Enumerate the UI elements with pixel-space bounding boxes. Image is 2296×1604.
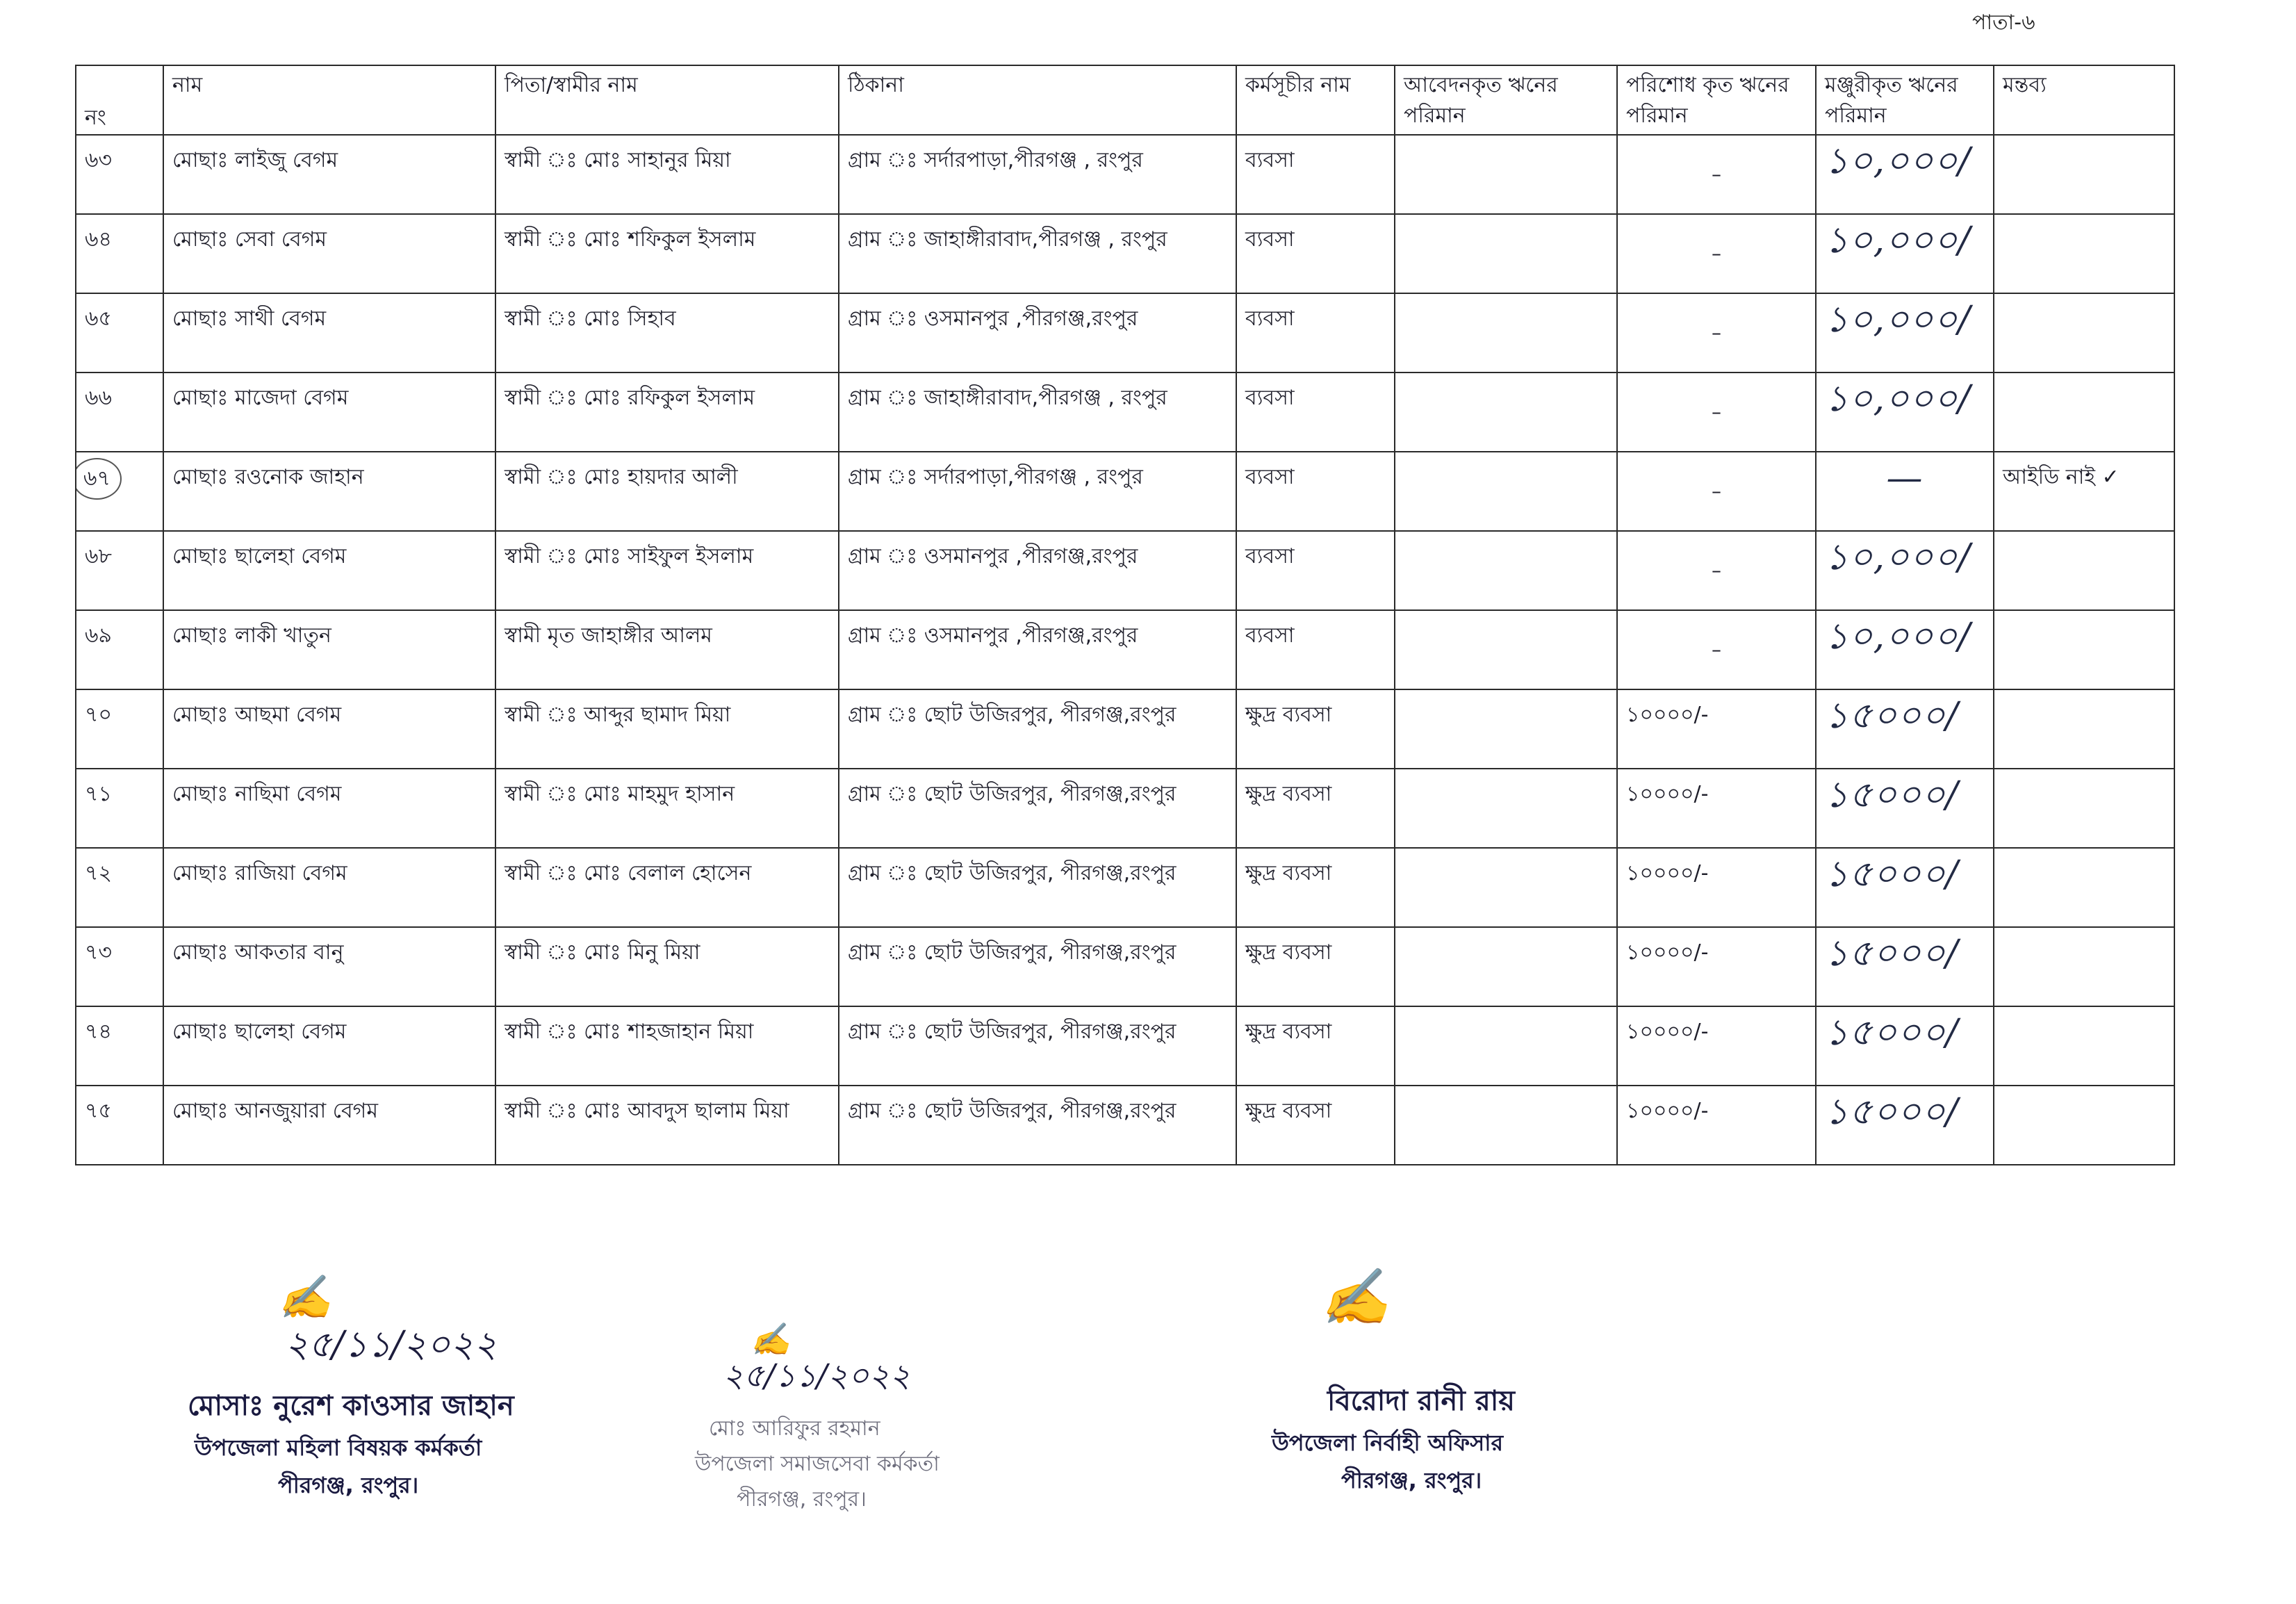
- program-cell: ব্যবসা: [1236, 214, 1395, 293]
- address-cell: গ্রাম ঃ ওসমানপুর ,পীরগঞ্জ,রংপুর: [839, 293, 1236, 373]
- remarks-cell: [1994, 531, 2174, 610]
- address-cell: গ্রাম ঃ ছোট উজিরপুর, পীরগঞ্জ,রংপুর: [839, 848, 1236, 927]
- table-row: [76, 293, 2174, 373]
- serial-cell: ৭৩: [76, 927, 163, 1006]
- signature-executive-officer: [1265, 1265, 1654, 1500]
- program-cell: ক্ষুদ্র ব্যবসা: [1236, 927, 1395, 1006]
- applied-cell: [1395, 610, 1617, 689]
- signature-women-affairs-officer: [188, 1272, 618, 1505]
- applied-cell: [1395, 452, 1617, 531]
- table-row: [76, 610, 2174, 689]
- table-row: [76, 452, 2174, 531]
- program-cell: ব্যবসা: [1236, 531, 1395, 610]
- signature-date: ২৫/১১/২০২২: [723, 1357, 911, 1394]
- sanctioned-cell: ১০,০০০/: [1816, 373, 1994, 452]
- name-cell: মোছাঃ আকতার বানু: [163, 927, 495, 1006]
- signatory-place: পীরগঞ্জ, রংপুর।: [1341, 1467, 1482, 1493]
- remarks-cell: [1994, 135, 2174, 214]
- header-sanctioned-amount: মঞ্জুরীকৃত ঋনের পরিমান: [1816, 65, 1994, 135]
- remarks-cell: [1994, 1086, 2174, 1165]
- sanctioned-cell: ১০,০০০/: [1816, 293, 1994, 373]
- signature-social-services-officer: [695, 1320, 1070, 1518]
- applied-cell: [1395, 135, 1617, 214]
- serial-cell: ৬৫: [76, 293, 163, 373]
- guardian-cell: স্বামী মৃত জাহাঙ্গীর আলম: [495, 610, 839, 689]
- repaid-cell: ১০০০০/-: [1617, 1086, 1816, 1165]
- header-address: ঠিকানা: [839, 65, 1236, 135]
- signatory-name: মোসাঃ নুরেশ কাওসার জাহান: [188, 1390, 514, 1422]
- address-cell: গ্রাম ঃ ছোট উজিরপুর, পীরগঞ্জ,রংপুর: [839, 1006, 1236, 1086]
- handwritten-signature: ✍: [751, 1320, 791, 1358]
- table-row: [76, 927, 2174, 1006]
- name-cell: মোছাঃ ছালেহা বেগম: [163, 531, 495, 610]
- applied-cell: [1395, 293, 1617, 373]
- applied-cell: [1395, 769, 1617, 848]
- header-remarks: মন্তব্য: [1994, 65, 2174, 135]
- table-row: [76, 135, 2174, 214]
- applied-cell: [1395, 373, 1617, 452]
- name-cell: মোছাঃ রাজিয়া বেগম: [163, 848, 495, 927]
- sanctioned-cell: ১০,০০০/: [1816, 610, 1994, 689]
- serial-cell: ৬৬: [76, 373, 163, 452]
- address-cell: গ্রাম ঃ জাহাঙ্গীরাবাদ,পীরগঞ্জ , রংপুর: [839, 373, 1236, 452]
- applied-cell: [1395, 1006, 1617, 1086]
- guardian-cell: স্বামী ঃ মোঃ সাইফুল ইসলাম: [495, 531, 839, 610]
- loan-beneficiary-table: [75, 65, 2175, 1165]
- guardian-cell: স্বামী ঃ মোঃ বেলাল হোসেন: [495, 848, 839, 927]
- serial-cell: [76, 452, 163, 531]
- address-cell: গ্রাম ঃ ছোট উজিরপুর, পীরগঞ্জ,রংপুর: [839, 927, 1236, 1006]
- header-repaid-amount: পরিশোধ কৃত ঋনের পরিমান: [1617, 65, 1816, 135]
- remarks-cell: [1994, 848, 2174, 927]
- guardian-cell: স্বামী ঃ মোঃ শফিকুল ইসলাম: [495, 214, 839, 293]
- signatory-place: পীরগঞ্জ, রংপুর।: [737, 1487, 867, 1512]
- repaid-cell: –: [1617, 293, 1816, 373]
- remarks-cell: [1994, 373, 2174, 452]
- address-cell: গ্রাম ঃ ছোট উজিরপুর, পীরগঞ্জ,রংপুর: [839, 1086, 1236, 1165]
- serial-cell: ৬৯: [76, 610, 163, 689]
- sanctioned-cell: ১০,০০০/: [1816, 214, 1994, 293]
- serial-cell: ৬৮: [76, 531, 163, 610]
- name-cell: মোছাঃ সেবা বেগম: [163, 214, 495, 293]
- applied-cell: [1395, 214, 1617, 293]
- remarks-cell: [1994, 769, 2174, 848]
- table-row: [76, 214, 2174, 293]
- serial-cell: ৭৫: [76, 1086, 163, 1165]
- applied-cell: [1395, 848, 1617, 927]
- applied-cell: [1395, 1086, 1617, 1165]
- program-cell: ব্যবসা: [1236, 293, 1395, 373]
- serial-cell: ৭২: [76, 848, 163, 927]
- address-cell: গ্রাম ঃ জাহাঙ্গীরাবাদ,পীরগঞ্জ , রংপুর: [839, 214, 1236, 293]
- table-row: [76, 769, 2174, 848]
- applied-cell: [1395, 531, 1617, 610]
- program-cell: ক্ষুদ্র ব্যবসা: [1236, 1086, 1395, 1165]
- circled-serial: ৬৭: [76, 458, 122, 500]
- address-cell: গ্রাম ঃ ছোট উজিরপুর, পীরগঞ্জ,রংপুর: [839, 689, 1236, 769]
- address-cell: গ্রাম ঃ ওসমানপুর ,পীরগঞ্জ,রংপুর: [839, 610, 1236, 689]
- name-cell: মোছাঃ নাছিমা বেগম: [163, 769, 495, 848]
- table-header-row: [76, 65, 2174, 135]
- table-row: [76, 689, 2174, 769]
- signature-date: ২৫/১১/২০২২: [285, 1324, 498, 1366]
- header-guardian: পিতা/স্বামীর নাম: [495, 65, 839, 135]
- handwritten-signature: ✍: [278, 1272, 332, 1323]
- guardian-cell: স্বামী ঃ মোঃ সিহাব: [495, 293, 839, 373]
- sanctioned-cell: ১৫০০০/: [1816, 848, 1994, 927]
- remarks-cell: আইডি নাই ✓: [1994, 452, 2174, 531]
- repaid-cell: ১০০০০/-: [1617, 1006, 1816, 1086]
- handwritten-signature: ✍: [1320, 1265, 1390, 1329]
- signatory-name: বিরোদা রানী রায়: [1327, 1385, 1515, 1417]
- header-serial: নং: [76, 65, 163, 135]
- signatory-title: উপজেলা নির্বাহী অফিসার: [1272, 1430, 1504, 1456]
- repaid-cell: ১০০০০/-: [1617, 689, 1816, 769]
- name-cell: মোছাঃ আছমা বেগম: [163, 689, 495, 769]
- sanctioned-cell: ১৫০০০/: [1816, 769, 1994, 848]
- guardian-cell: স্বামী ঃ মোঃ শাহজাহান মিয়া: [495, 1006, 839, 1086]
- program-cell: ক্ষুদ্র ব্যবসা: [1236, 848, 1395, 927]
- sanctioned-cell: —: [1816, 452, 1994, 531]
- program-cell: ব্যবসা: [1236, 452, 1395, 531]
- program-cell: ব্যবসা: [1236, 610, 1395, 689]
- remarks-cell: [1994, 293, 2174, 373]
- address-cell: গ্রাম ঃ ওসমানপুর ,পীরগঞ্জ,রংপুর: [839, 531, 1236, 610]
- guardian-cell: স্বামী ঃ আব্দুর ছামাদ মিয়া: [495, 689, 839, 769]
- serial-cell: ৭০: [76, 689, 163, 769]
- guardian-cell: স্বামী ঃ মোঃ সাহানুর মিয়া: [495, 135, 839, 214]
- program-cell: ব্যবসা: [1236, 135, 1395, 214]
- header-applied-amount: আবেদনকৃত ঋনের পরিমান: [1395, 65, 1617, 135]
- address-cell: গ্রাম ঃ সর্দারপাড়া,পীরগঞ্জ , রংপুর: [839, 452, 1236, 531]
- repaid-cell: –: [1617, 135, 1816, 214]
- name-cell: মোছাঃ মাজেদা বেগম: [163, 373, 495, 452]
- signatory-name: মোঃ আরিফুর রহমান: [709, 1416, 880, 1441]
- table-row: [76, 531, 2174, 610]
- address-cell: গ্রাম ঃ সর্দারপাড়া,পীরগঞ্জ , রংপুর: [839, 135, 1236, 214]
- guardian-cell: স্বামী ঃ মোঃ আবদুস ছালাম মিয়া: [495, 1086, 839, 1165]
- guardian-cell: স্বামী ঃ মোঃ মিনু মিয়া: [495, 927, 839, 1006]
- repaid-cell: –: [1617, 610, 1816, 689]
- sanctioned-cell: ১৫০০০/: [1816, 689, 1994, 769]
- serial-cell: ৭১: [76, 769, 163, 848]
- page-number: পাতা-৬: [1972, 10, 2035, 35]
- sanctioned-cell: ১৫০০০/: [1816, 1006, 1994, 1086]
- sanctioned-cell: ১৫০০০/: [1816, 1086, 1994, 1165]
- table-row: [76, 848, 2174, 927]
- signatory-place: পীরগঞ্জ, রংপুর।: [278, 1472, 419, 1498]
- repaid-cell: –: [1617, 531, 1816, 610]
- name-cell: মোছাঃ সাথী বেগম: [163, 293, 495, 373]
- guardian-cell: স্বামী ঃ মোঃ রফিকুল ইসলাম: [495, 373, 839, 452]
- name-cell: মোছাঃ লাইজু বেগম: [163, 135, 495, 214]
- remarks-cell: [1994, 1006, 2174, 1086]
- header-name: নাম: [163, 65, 495, 135]
- serial-cell: ৬৪: [76, 214, 163, 293]
- name-cell: মোছাঃ রওনোক জাহান: [163, 452, 495, 531]
- table-row: [76, 1006, 2174, 1086]
- remarks-cell: [1994, 927, 2174, 1006]
- repaid-cell: ১০০০০/-: [1617, 927, 1816, 1006]
- signatory-title: উপজেলা সমাজসেবা কর্মকর্তা: [695, 1452, 940, 1476]
- remarks-cell: [1994, 689, 2174, 769]
- applied-cell: [1395, 689, 1617, 769]
- remarks-cell: [1994, 610, 2174, 689]
- table-row: [76, 1086, 2174, 1165]
- table-row: [76, 373, 2174, 452]
- guardian-cell: স্বামী ঃ মোঃ হায়দার আলী: [495, 452, 839, 531]
- program-cell: ব্যবসা: [1236, 373, 1395, 452]
- sanctioned-cell: ১০,০০০/: [1816, 135, 1994, 214]
- guardian-cell: স্বামী ঃ মোঃ মাহমুদ হাসান: [495, 769, 839, 848]
- repaid-cell: ১০০০০/-: [1617, 769, 1816, 848]
- remarks-cell: [1994, 214, 2174, 293]
- serial-cell: ৭৪: [76, 1006, 163, 1086]
- sanctioned-cell: ১০,০০০/: [1816, 531, 1994, 610]
- repaid-cell: –: [1617, 452, 1816, 531]
- sanctioned-cell: ১৫০০০/: [1816, 927, 1994, 1006]
- address-cell: গ্রাম ঃ ছোট উজিরপুর, পীরগঞ্জ,রংপুর: [839, 769, 1236, 848]
- header-program: কর্মসূচীর নাম: [1236, 65, 1395, 135]
- repaid-cell: –: [1617, 373, 1816, 452]
- program-cell: ক্ষুদ্র ব্যবসা: [1236, 769, 1395, 848]
- name-cell: মোছাঃ লাকী খাতুন: [163, 610, 495, 689]
- program-cell: ক্ষুদ্র ব্যবসা: [1236, 1006, 1395, 1086]
- name-cell: মোছাঃ আনজুয়ারা বেগম: [163, 1086, 495, 1165]
- repaid-cell: ১০০০০/-: [1617, 848, 1816, 927]
- program-cell: ক্ষুদ্র ব্যবসা: [1236, 689, 1395, 769]
- serial-cell: ৬৩: [76, 135, 163, 214]
- signatory-title: উপজেলা মহিলা বিষয়ক কর্মকর্তা: [195, 1434, 482, 1461]
- repaid-cell: –: [1617, 214, 1816, 293]
- name-cell: মোছাঃ ছালেহা বেগম: [163, 1006, 495, 1086]
- applied-cell: [1395, 927, 1617, 1006]
